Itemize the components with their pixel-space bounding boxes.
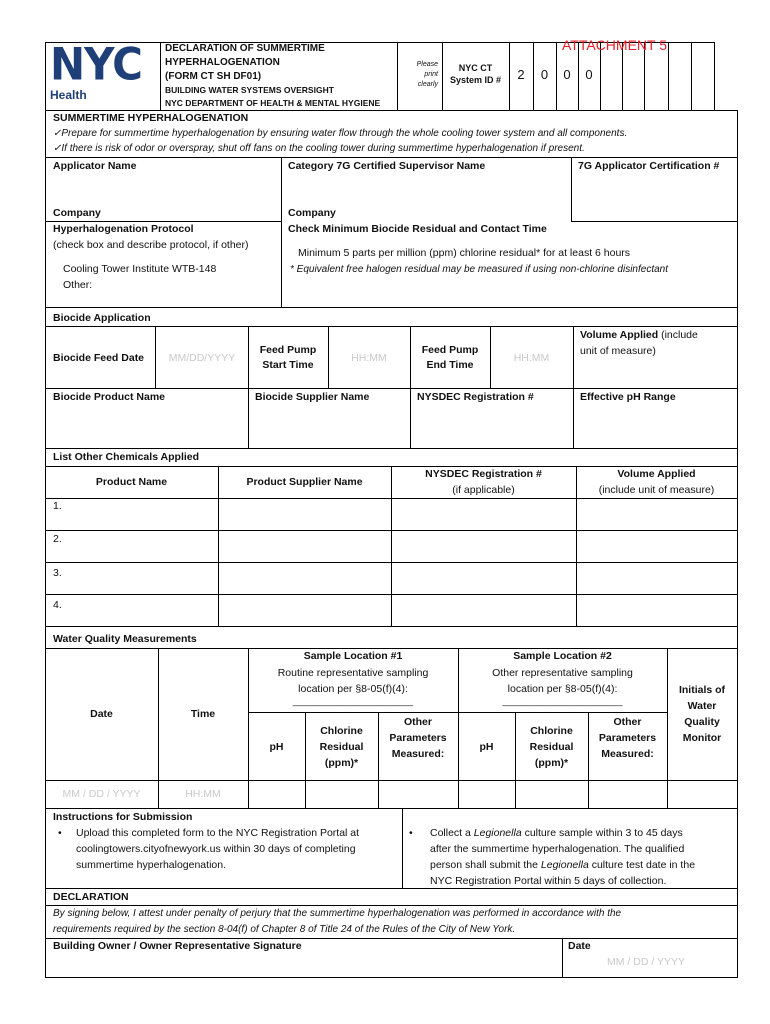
office-line2: NYC DEPARTMENT OF HEALTH & MENTAL HYGIENE [165, 98, 381, 108]
loc2-other-2: Parameters [598, 732, 657, 744]
text-span: Legionella [540, 859, 589, 871]
biocide-product-label: Biocide Product Name [53, 391, 166, 403]
system-id-label-1: NYC CT [458, 63, 493, 73]
residual-text: Minimum 5 parts per million (ppm) chlorine residual* for at least 6 hours [298, 247, 631, 259]
protocol-label: Hyperhalogenation Protocol [53, 223, 194, 235]
prep-note: ✓Prepare for summertime hyperhalogenation by ensuring water flow through the whole cooling tower system and all components. [53, 128, 628, 139]
text-span: culture sample within 3 to 45 days [521, 827, 683, 839]
declaration-heading: DECLARATION [53, 891, 129, 903]
loc2-other-1: Other [613, 716, 642, 728]
feed-pump-start-label-1: Feed Pump [259, 344, 317, 356]
company-label: Company [53, 207, 101, 219]
bullet-icon: • [58, 827, 62, 839]
ph-range-label: Effective pH Range [580, 391, 676, 403]
col-nysdec-sub: (if applicable) [452, 484, 515, 496]
system-id-digit[interactable]: 0 [585, 67, 593, 82]
chemicals-heading: List Other Chemicals Applied [53, 451, 200, 463]
col-volume: Volume Applied [617, 468, 696, 480]
loc2-other-3: Measured: [601, 748, 654, 760]
volume-applied-unit: unit of measure) [580, 345, 656, 357]
chemical-row-number: 3. [53, 567, 62, 579]
loc1-other-2: Parameters [389, 732, 447, 744]
declaration-text-1: By signing below, I attest under penalty of perjury that the summertime hyperhalogenation was performed in accordance with the [53, 908, 622, 919]
chemical-row-number: 2. [53, 533, 62, 545]
system-id-digit[interactable]: 0 [540, 67, 549, 82]
biocide-feed-date-input[interactable]: MM/DD/YYYY [168, 352, 236, 364]
sample-location-2-input[interactable]: ________________________ [502, 696, 623, 706]
initials-3: Quality [684, 716, 720, 728]
instructions-heading: Instructions for Submission [53, 811, 193, 823]
initials-2: Water [687, 700, 717, 712]
applicator-name-label: Applicator Name [53, 160, 137, 172]
legionella-instruction-3 [430, 858, 695, 873]
residual-label: Check Minimum Biocide Residual and Contact Time [288, 223, 547, 235]
sample-location-1-title: Sample Location #1 [303, 650, 403, 662]
initials-1: Initials of [678, 684, 726, 696]
loc1-ph: pH [269, 741, 284, 753]
loc1-chlorine-2: Residual [319, 741, 364, 753]
section-heading-summertime: SUMMERTIME HYPERHALOGENATION [53, 112, 249, 124]
text-span: Legionella [473, 827, 522, 839]
chemical-row-number: 4. [53, 599, 62, 611]
form-title-line1: DECLARATION OF SUMMERTIME [165, 43, 325, 54]
loc2-chlorine-2: Residual [529, 741, 574, 753]
residual-note: * Equivalent free halogen residual may be measured if using non-chlorine disinfectant [290, 264, 669, 275]
supervisor-name-label: Category 7G Certified Supervisor Name [288, 160, 486, 172]
office-line1: BUILDING WATER SYSTEMS OVERSIGHT [165, 85, 334, 95]
loc1-other-3: Measured: [391, 748, 445, 760]
initials-4: Monitor [682, 732, 722, 744]
feed-pump-end-label-1: Feed Pump [421, 344, 479, 356]
system-id-label-2: System ID # [449, 75, 502, 85]
sample-location-1-sub1: Routine representative sampling [277, 667, 429, 679]
cert-number-label: 7G Applicator Certification # [578, 160, 720, 172]
loc2-chlorine-3: (ppm)* [534, 757, 569, 769]
loc2-chlorine-1: Chlorine [530, 725, 573, 737]
col-date: Date [90, 708, 113, 720]
fan-note: ✓If there is risk of odor or overspray, shut off fans on the cooling tower during summertime hyperhalogenation if present. [53, 143, 585, 154]
water-date-input[interactable]: MM / DD / YYYY [62, 788, 141, 800]
feed-pump-start-label-2: Start Time [262, 359, 314, 371]
feed-pump-end-input[interactable]: HH:MM [513, 352, 550, 364]
protocol-sub: (check box and describe protocol, if other) [53, 239, 249, 251]
sample-location-1-input[interactable]: ________________________ [292, 696, 414, 706]
sample-location-2-sub2: location per §8-05(f)(4): [507, 683, 618, 695]
print-note-2: print [424, 71, 438, 78]
upload-instruction-1: Upload this completed form to the NYC Registration Portal at [76, 827, 360, 839]
col-supplier-name: Product Supplier Name [246, 476, 363, 488]
form-title-line2: HYPERHALOGENATION [165, 57, 280, 68]
signature-label: Building Owner / Owner Representative Signature [53, 940, 302, 952]
protocol-option-other[interactable]: Other: [63, 279, 93, 291]
sample-location-2-sub1: Other representative sampling [492, 667, 633, 679]
protocol-option-cti[interactable]: Cooling Tower Institute WTB-148 [63, 263, 217, 275]
text-span: person shall submit the [430, 859, 541, 871]
loc1-chlorine-1: Chlorine [320, 725, 363, 737]
col-product-name: Product Name [95, 476, 168, 488]
system-id-digit[interactable]: 0 [563, 67, 571, 82]
supervisor-company-label: Company [288, 207, 336, 219]
text-span: Collect a [430, 827, 474, 839]
upload-instruction-3: summertime hyperhalogenation. [76, 859, 226, 871]
upload-instruction-2: coolingtowers.cityofnewyork.us within 30 days of completing [76, 843, 356, 855]
biocide-nysdec-label: NYSDEC Registration # [417, 391, 534, 403]
print-note-3: clearly [417, 81, 438, 88]
attachment-label: ATTACHMENT 5 [562, 37, 668, 53]
volume-applied-label [580, 328, 698, 343]
nyc-logo: NYC [50, 38, 142, 91]
form-code: (FORM CT SH DF01) [165, 71, 262, 82]
sample-location-1-sub2: location per §8-05(f)(4): [298, 683, 408, 695]
biocide-feed-date-label: Biocide Feed Date [53, 352, 145, 364]
loc1-chlorine-3: (ppm)* [324, 757, 359, 769]
print-note-1: Please [416, 61, 438, 68]
declaration-text-2: requirements required by the section 8-04(f) of Chapter 8 of Title 24 of the Rules of the City of New York. [53, 924, 516, 935]
feed-pump-end-label-2: End Time [426, 359, 474, 371]
volume-applied-bold: Volume Applied [580, 329, 659, 341]
system-id-digit[interactable]: 2 [517, 67, 525, 82]
declaration-date-input[interactable]: MM / DD / YYYY [607, 956, 685, 968]
col-time: Time [190, 708, 216, 720]
water-quality-heading: Water Quality Measurements [53, 633, 197, 645]
sample-location-2-title: Sample Location #2 [513, 650, 612, 662]
declaration-date-label: Date [568, 940, 591, 952]
legionella-instruction-1 [430, 826, 683, 841]
legionella-instruction-2: after the summertime hyperhalogenation. The qualified [430, 843, 685, 855]
loc2-ph: pH [479, 741, 494, 753]
water-time-input[interactable]: HH:MM [185, 788, 221, 800]
biocide-supplier-label: Biocide Supplier Name [255, 391, 370, 403]
loc1-other-1: Other [403, 716, 432, 728]
biocide-heading: Biocide Application [53, 312, 151, 324]
col-nysdec: NYSDEC Registration # [425, 468, 542, 480]
col-volume-sub: (include unit of measure) [598, 484, 715, 496]
volume-applied-include: (include [661, 329, 698, 341]
feed-pump-start-input[interactable]: HH:MM [351, 352, 387, 364]
chemical-row-number: 1. [53, 500, 62, 512]
logo-subtitle: Health [50, 88, 87, 102]
bullet-icon: • [409, 827, 413, 839]
legionella-instruction-4: NYC Registration Portal within 5 days of collection. [430, 875, 667, 887]
text-span: culture test date in the [588, 859, 696, 871]
